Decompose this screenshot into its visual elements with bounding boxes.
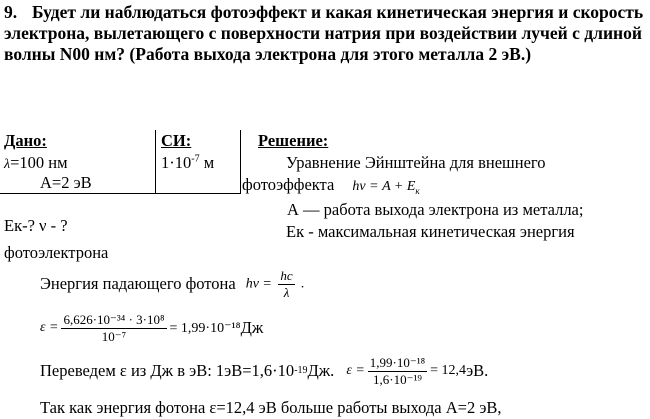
einstein-line2: фотоэффекта $h\nu = A + E_к$ xyxy=(242,175,420,196)
lambda-symbol: λ xyxy=(4,157,11,172)
given-header: Дано: xyxy=(4,131,47,150)
problem-statement xyxy=(4,2,644,65)
definition-A: А — работа выхода электрона из металла; xyxy=(287,200,584,219)
si-value: $1\cdot 10^{-7}$ м xyxy=(161,153,215,172)
si-header: СИ: xyxy=(161,131,192,150)
lambda-value: =100 нм xyxy=(10,153,68,172)
row-divider xyxy=(0,193,241,194)
definition-Ek-cont: фотоэлектрона xyxy=(4,243,109,262)
column-divider-1 xyxy=(155,130,156,193)
solution-header: Решение: xyxy=(258,131,329,150)
conversion-line: Переведем ε из Дж в эВ: 1эВ=1,6·10 -19 Дж. ε = $\frac{\text{1,99·10⁻¹⁸}}{\text{1,6·10⁻¹⁹}}$ = 12,4 эВ. xyxy=(40,354,489,387)
photon-equation: hν = $\frac{hc}{\lambda}$ . xyxy=(245,267,305,300)
einstein-equation: $h\nu = A + E_к$ xyxy=(352,179,420,196)
problem-number: 9. xyxy=(4,2,18,22)
column-divider-2 xyxy=(240,130,241,193)
problem-text: Будет ли наблюдаться фотоэффект и какая кинетическая энергия и скорость электрона, вылетающего с поверхности натрия при воздействии лучей с длиной волны N00 нм? (Работа выхода электрона для этого металла 2 эВ.) xyxy=(4,2,644,64)
einstein-line1: Уравнение Эйнштейна для внешнего xyxy=(286,153,546,172)
photon-energy-line: Энергия падающего фотона hν = $\frac{hc}{\lambda}$ . xyxy=(40,267,305,300)
conversion-fraction: $\frac{\text{1,99·10⁻¹⁸}}{\text{1,6·10⁻¹⁹}}$ xyxy=(369,354,426,387)
conclusion-line: Так как энергия фотона ε=12,4 эВ больше работы выхода А=2 эВ, xyxy=(40,398,502,417)
epsilon-fraction: $\frac{\text{6,626·10⁻³⁴ · 3·10⁸}}{\text{10⁻⁷}}$ xyxy=(63,311,165,344)
given-lambda xyxy=(4,153,68,173)
find-quantities: Ек-? ν - ? xyxy=(4,216,68,235)
given-work-function: А=2 эВ xyxy=(40,173,92,192)
definition-Ek: Ек - максимальная кинетическая энергия xyxy=(286,222,575,241)
epsilon-calculation: ε = $\frac{\text{6,626·10⁻³⁴ · 3·10⁸}}{\text{10⁻⁷}}$ = 1,99·10⁻¹⁸ Дж xyxy=(40,311,264,344)
